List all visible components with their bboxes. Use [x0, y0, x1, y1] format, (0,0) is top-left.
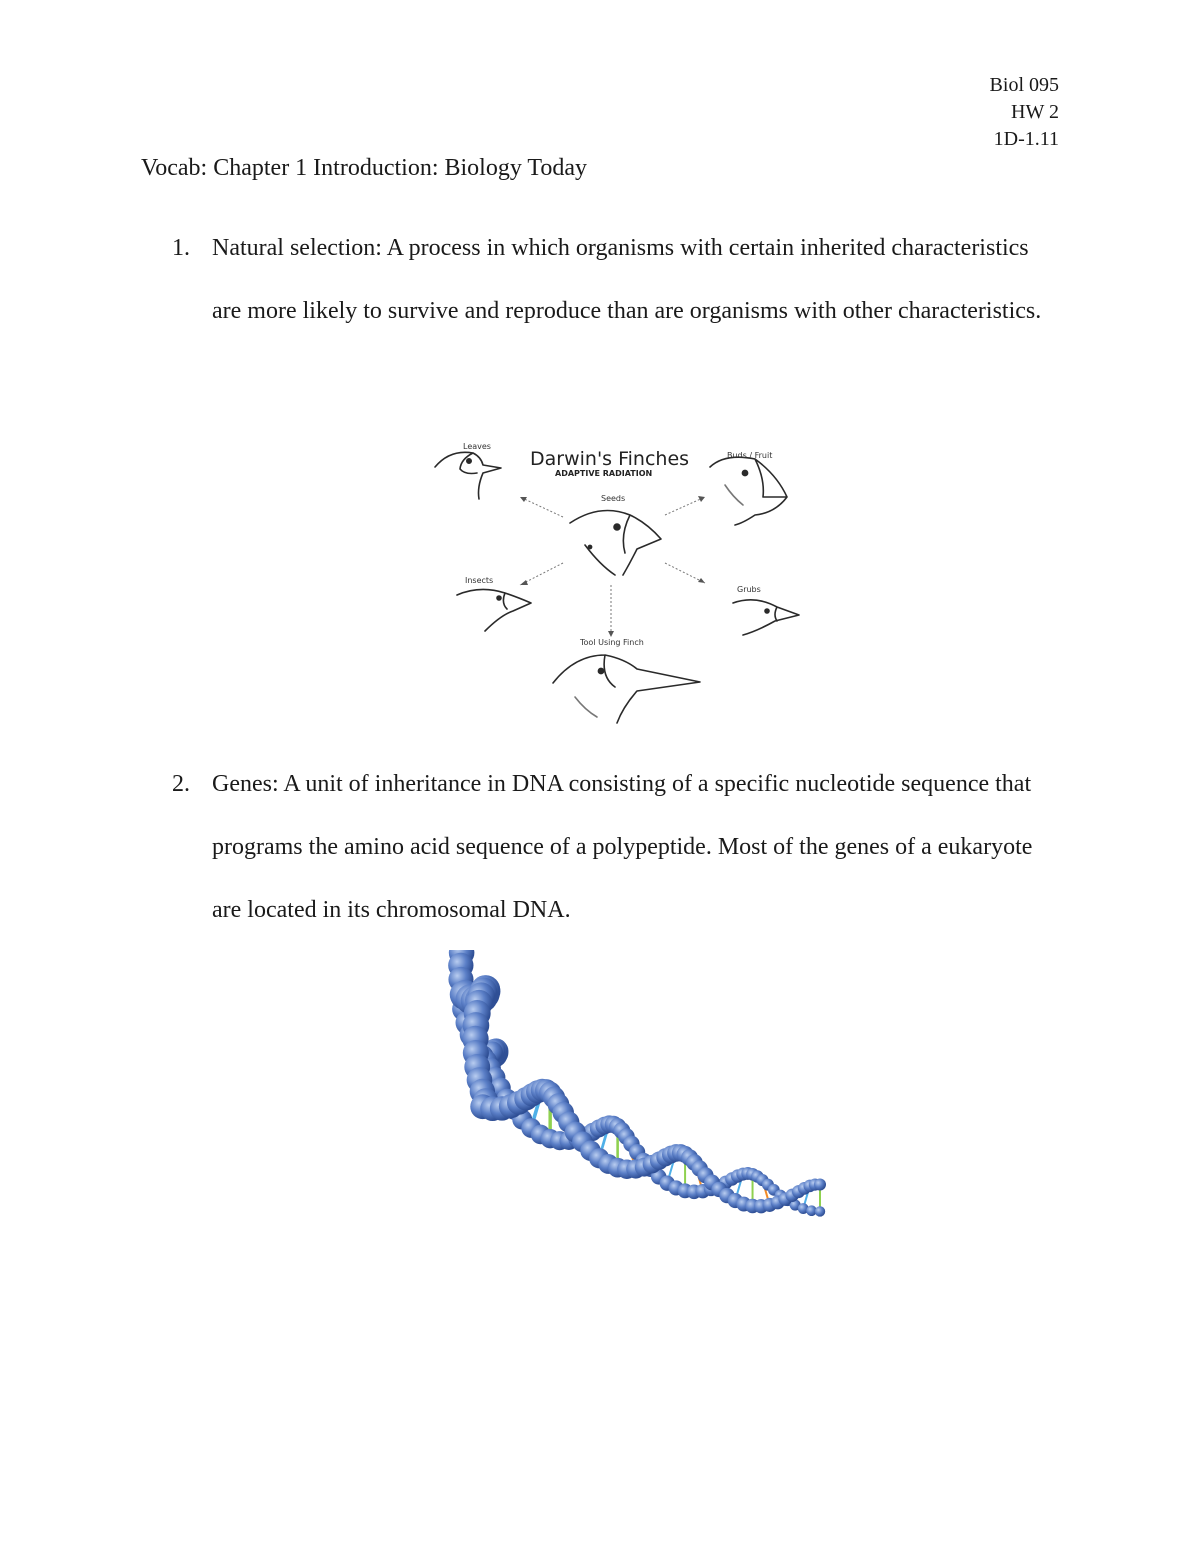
assignment-label: HW 2 — [1011, 101, 1059, 123]
vocab-item-natural-selection — [172, 217, 1052, 343]
dna-helix-icon — [425, 950, 835, 1255]
finches-title: Darwin's Finches — [530, 448, 690, 470]
section-label: 1D-1.11 — [993, 128, 1059, 150]
darwins-finches-figure — [425, 435, 815, 730]
seeds-finch-icon — [570, 511, 661, 576]
document-header — [990, 72, 1059, 153]
label-seeds: Seeds — [601, 494, 626, 503]
item-number: 1. — [172, 235, 190, 261]
label-leaves: Leaves — [463, 442, 491, 451]
item-number: 2. — [172, 771, 190, 797]
label-buds-fruit: Buds / Fruit — [727, 451, 773, 460]
dna-backbone-bead — [814, 1178, 826, 1190]
buds-fruit-finch-icon — [710, 457, 787, 525]
insects-finch-icon — [457, 589, 531, 631]
grubs-finch-icon — [733, 600, 799, 635]
item-text: Natural selection: A process in which organisms with certain inherited characteristics are more likely to survive and reproduce than are organisms with other characteristics. — [212, 235, 1042, 324]
dna-backbone-bead — [815, 1206, 825, 1216]
finches-subtitle: ADAPTIVE RADIATION — [555, 469, 653, 478]
item-text: Genes: A unit of inheritance in DNA consisting of a specific nucleotide sequence that programs the amino acid sequence of a polypeptide. Most of the genes of a eukaryote are located in its chromosomal DNA. — [212, 771, 1033, 923]
course-code: Biol 095 — [989, 74, 1059, 96]
vocab-item-genes — [172, 753, 1052, 942]
label-grubs: Grubs — [737, 585, 761, 594]
label-insects: Insects — [465, 576, 494, 585]
page-title: Vocab: Chapter 1 Introduction: Biology Today — [141, 155, 588, 181]
label-tool-using-finch: Tool Using Finch — [580, 638, 644, 647]
tool-using-finch-icon — [553, 655, 700, 723]
leaves-finch-icon — [435, 452, 501, 499]
